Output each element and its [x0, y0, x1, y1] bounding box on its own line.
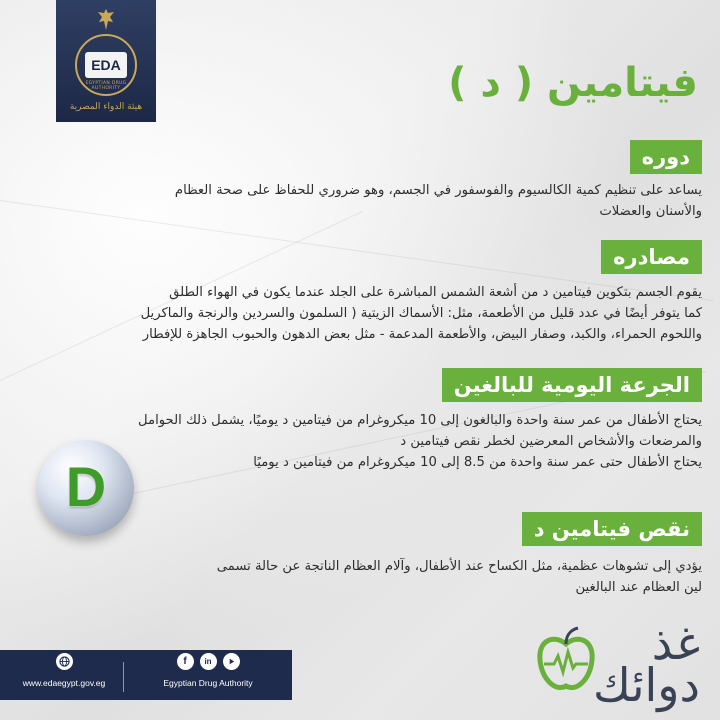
- section-heading-deficiency: نقص فيتامين د: [522, 512, 702, 546]
- footer-divider: [123, 662, 124, 692]
- text-line: يساعد على تنظيم كمية الكالسيوم والفوسفور في الجسم، وهو ضروري للحفاظ على صحة العظام: [174, 183, 702, 198]
- brand-line-2: دوائك: [592, 658, 700, 712]
- globe-icon[interactable]: [56, 653, 73, 670]
- section-heading-daily-dose: الجرعة اليومية للبالغين: [442, 368, 702, 402]
- page-title: فيتامين ( د ): [448, 60, 698, 106]
- text-line: يؤدي إلى تشوهات عظمية، مثل الكساح عند الأطفال، وآلام العظام الناتجة عن حالة تسمى: [216, 559, 702, 574]
- eda-abbr: EDA: [85, 52, 127, 78]
- eagle-emblem-icon: [95, 8, 117, 32]
- org-name: Egyptian Drug Authority: [163, 678, 253, 688]
- linkedin-icon[interactable]: in: [200, 653, 217, 670]
- section-heading-role: دوره: [630, 140, 702, 174]
- eda-ring-text: EGYPTIAN DRUG AUTHORITY: [85, 81, 127, 91]
- section-heading-sources: مصادره: [601, 240, 702, 274]
- eda-arabic-name: هيئة الدواء المصرية: [69, 102, 143, 112]
- website-link[interactable]: www.edaegypt.gov.eg: [22, 678, 106, 688]
- brand-line-1: غذ: [651, 616, 700, 670]
- footer-bar: [0, 650, 292, 700]
- youtube-icon[interactable]: [223, 653, 240, 670]
- apple-heartbeat-icon: [536, 626, 596, 696]
- text-line: لين العظام عند البالغين: [575, 580, 702, 595]
- text-line: يقوم الجسم بتكوين فيتامين د من أشعة الشمس المباشرة على الجلد عندما يكون في الهواء الطلق: [169, 285, 702, 300]
- footer-social: [128, 653, 288, 688]
- text-line: كما يتوفر أيضًا في عدد قليل من الأطعمة، مثل: الأسماك الزيتية ( السلمون والسردين والرنجة والماكريل: [140, 306, 702, 321]
- text-line: يحتاج الأطفال من عمر سنة واحدة والبالغون إلى 10 ميكروغرام من فيتامين د يوميًا، يشمل ذلك الحوامل: [138, 413, 702, 428]
- text-line: يحتاج الأطفال حتى عمر سنة واحدة من 8.5 إلى 10 ميكروغرام من فيتامين د يوميًا: [253, 455, 702, 470]
- eda-seal: [75, 34, 137, 96]
- vitamin-d-ball-icon: [38, 440, 134, 536]
- text-line: والمرضعات والأشخاص المعرضين لخطر نقص فيتامين د: [400, 434, 702, 449]
- section-body-deficiency: [217, 556, 702, 598]
- brand-logo: [512, 610, 712, 710]
- text-line: والأسنان والعضلات: [599, 204, 702, 219]
- section-body-daily-dose: [138, 410, 702, 473]
- facebook-icon[interactable]: f: [177, 653, 194, 670]
- section-body-sources: [141, 282, 702, 345]
- text-line: واللحوم الحمراء، والكبد، وصفار البيض، والأطعمة المدعمة - مثل بعض الدهون والحبوب الجاهزة للإفطار: [142, 327, 702, 342]
- eda-logo: [56, 0, 156, 122]
- footer-website: [8, 653, 120, 688]
- section-body-role: [175, 180, 702, 222]
- vitamin-letter: D: [65, 454, 107, 518]
